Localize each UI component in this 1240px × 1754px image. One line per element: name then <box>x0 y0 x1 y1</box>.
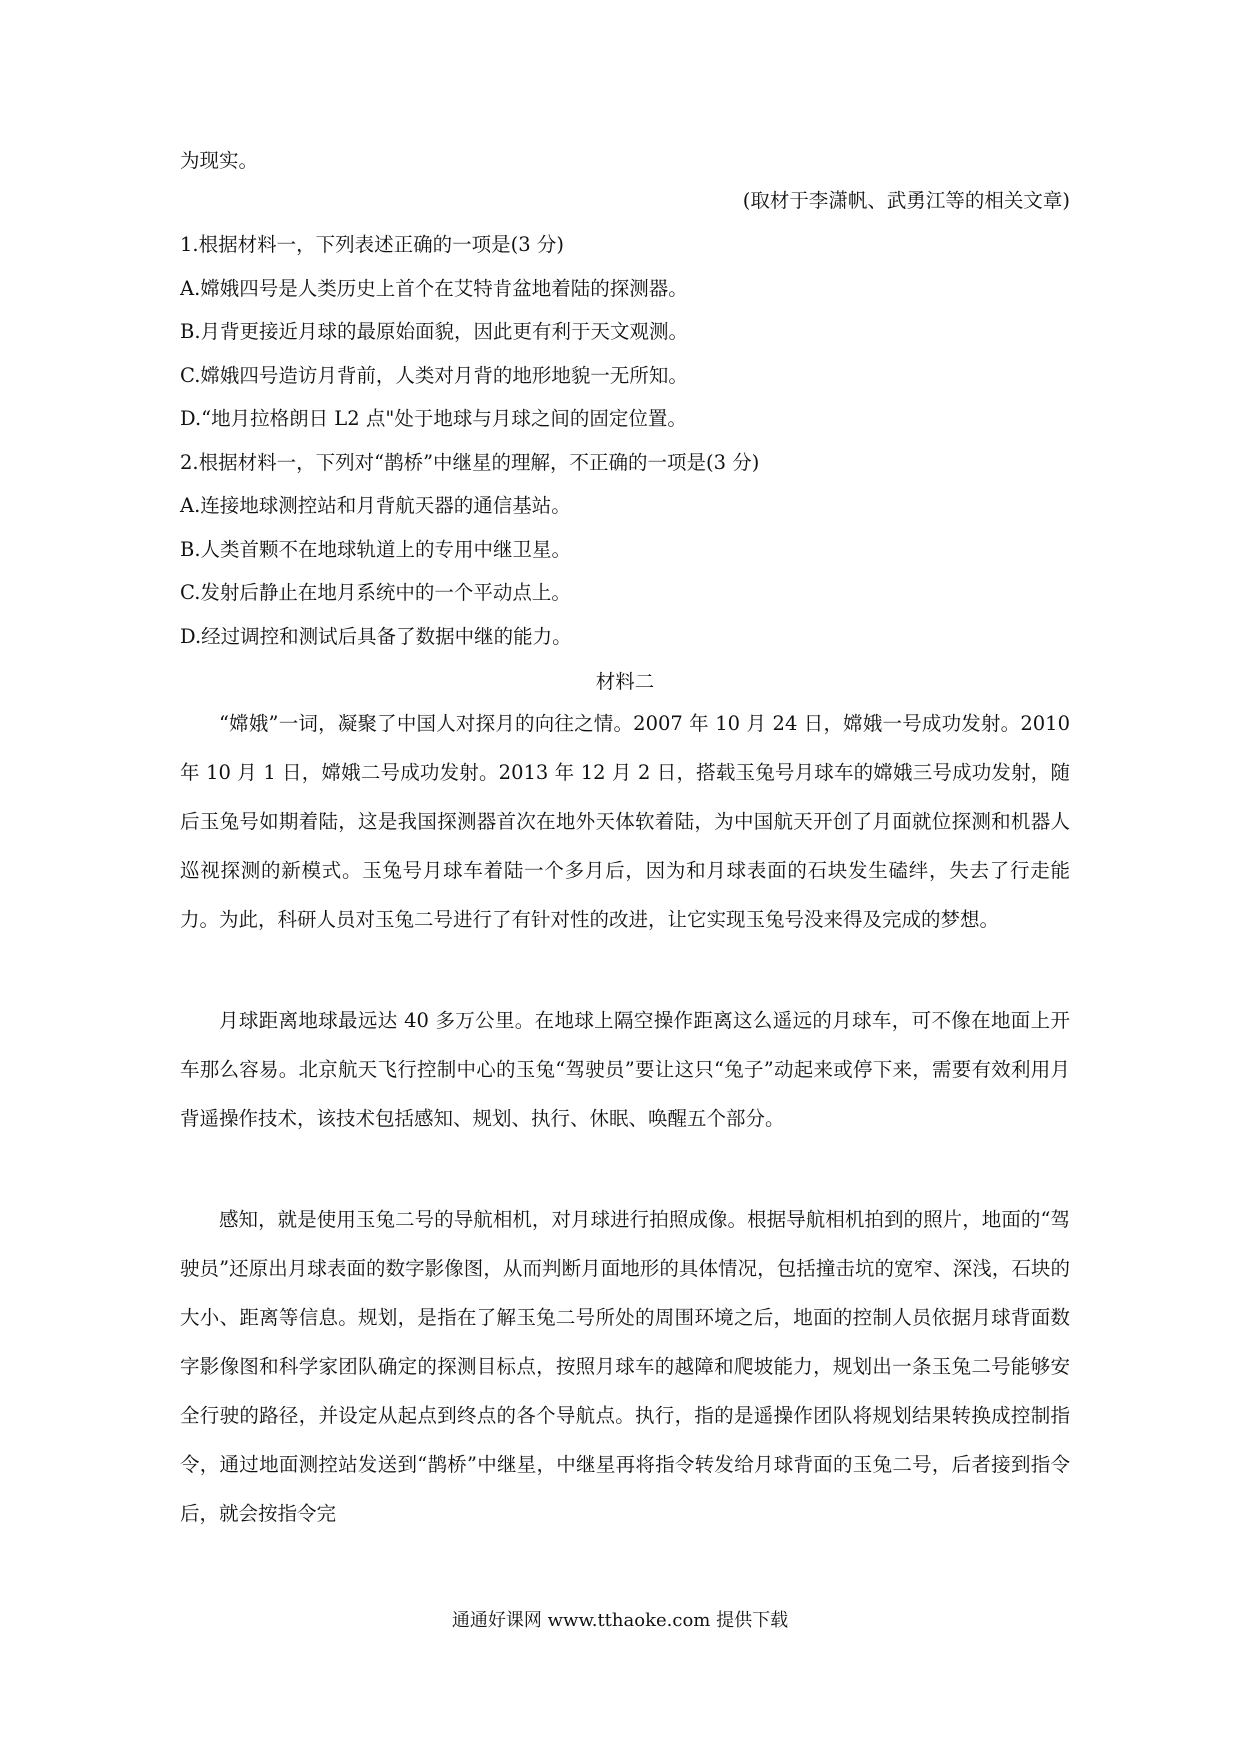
question-2-option-c: C.发射后静止在地月系统中的一个平动点上。 <box>180 581 571 604</box>
material-2-paragraph-1: “嫦娥”一词，凝聚了中国人对探月的向往之情。2007 年 10 月 24 日，嫦娥一号成功发射。2010 年 10 月 1 日，嫦娥二号成功发射。2013 年 12 月 2 日，搭载玉兔号月球车的嫦娥三号成功发射，随后玉兔号如期着陆，这是我国探测器首次在地外天体软着陆，为中国航天开创了月面就位探测和机器人巡视探测的新模式。玉兔号月球车着陆一个多月后，因为和月球表面的石块发生磕绊，失去了行走能力。为此，科研人员对玉兔二号进行了有针对性的改进，让它实现玉兔号没来得及完成的梦想。 <box>180 712 1070 931</box>
material-2-paragraph-3: 感知，就是使用玉兔二号的导航相机，对月球进行拍照成像。根据导航相机拍到的照片，地面的“驾驶员”还原出月球表面的数字影像图，从而判断月面地形的具体情况，包括撞击坑的宽窄、深浅，石块的大小、距离等信息。规划，是指在了解玉兔二号所处的周围环境之后，地面的控制人员依据月球背面数字影像图和科学家团队确定的探测目标点，按照月球车的越障和爬坡能力，规划出一条玉兔二号能够安全行驶的路径，并设定从起点到终点的各个导航点。执行，指的是遥操作团队将规划结果转换成控制指令，通过地面测控站发送到“鹊桥”中继星，中继星再将指令转发给月球背面的玉兔二号，后者接到指令后，就会按指令完 <box>180 1208 1070 1525</box>
question-1-stem: 1.根据材料一，下列表述正确的一项是(3 分) <box>180 233 564 256</box>
question-1-option-a: A.嫦娥四号是人类历史上首个在艾特肯盆地着陆的探测器。 <box>180 277 688 300</box>
document-page <box>180 0 1070 1754</box>
question-1-option-c: C.嫦娥四号造访月背前，人类对月背的地形地貌一无所知。 <box>180 364 688 387</box>
question-1-option-d: D.“地月拉格朗日 L2 点"处于地球与月球之间的固定位置。 <box>180 407 687 430</box>
intro-tail-text: 为现实。 <box>180 149 259 172</box>
material-2-title: 材料二 <box>595 670 655 693</box>
question-2-stem: 2.根据材料一，下列对“鹊桥”中继星的理解，不正确的一项是(3 分) <box>180 451 760 474</box>
question-2-option-a: A.连接地球测控站和月背航天器的通信基站。 <box>180 494 571 517</box>
material-2-paragraph-2: 月球距离地球最远达 40 多万公里。在地球上隔空操作距离这么遥远的月球车，可不像在地面上开车那么容易。北京航天飞行控制中心的玉兔“驾驶员”要让这只“兔子”动起来或停下来，需要有效利用月背遥操作技术，该技术包括感知、规划、执行、休眠、唤醒五个部分。 <box>180 1009 1070 1130</box>
question-2-option-d: D.经过调控和测试后具备了数据中继的能力。 <box>180 625 572 648</box>
question-2-option-b: B.人类首颗不在地球轨道上的专用中继卫星。 <box>180 538 572 561</box>
source-citation: (取材于李潇帆、武勇江等的相关文章) <box>742 189 1070 212</box>
page-footer: 通通好课网 www.tthaoke.com 提供下载 <box>451 1610 789 1631</box>
question-1-option-b: B.月背更接近月球的最原始面貌，因此更有利于天文观测。 <box>180 320 689 343</box>
